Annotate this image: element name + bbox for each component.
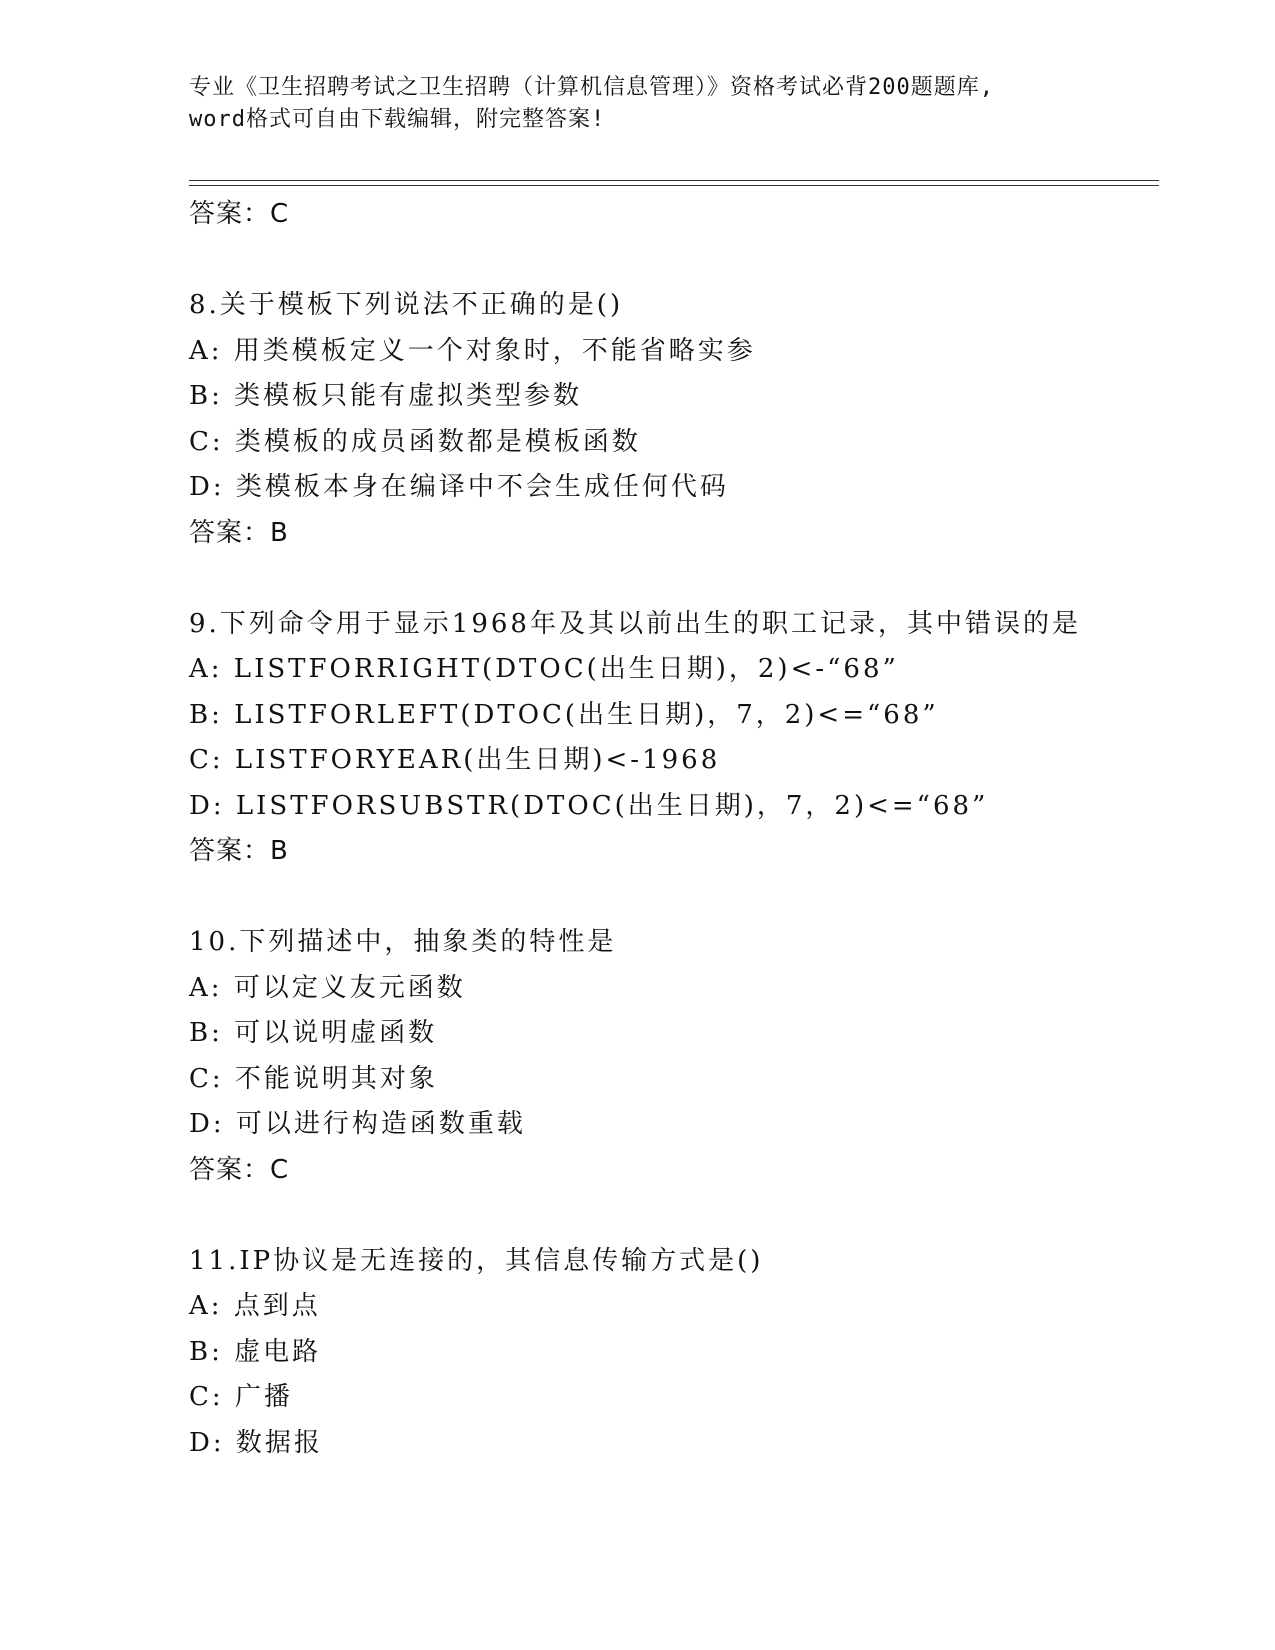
question-8-option-c: C: 类模板的成员函数都是模板函数 [189, 426, 641, 457]
question-9-option-d: D: LISTFORSUBSTR(DTOC(出生日期)，7，2)<=“68” [189, 790, 989, 821]
answer-7: 答案：C [189, 199, 290, 229]
document-header [189, 72, 1089, 136]
question-11-option-d: D: 数据报 [189, 1427, 323, 1458]
question-11-option-c: C: 广播 [189, 1382, 293, 1412]
question-9-stem: 9.下列命令用于显示1968年及其以前出生的职工记录，其中错误的是 [189, 608, 1081, 639]
question-list [189, 192, 1149, 1466]
question-9-option-b: B: LISTFORLEFT(DTOC(出生日期)，7，2)<=“68” [189, 699, 939, 730]
header-title-line-1: 专业《卫生招聘考试之卫生招聘（计算机信息管理）》资格考试必背200题题库, [189, 75, 994, 100]
question-9-option-c: C: LISTFORYEAR(出生日期)<-1968 [189, 745, 721, 775]
question-11-stem: 11.IP协议是无连接的，其信息传输方式是() [189, 1245, 764, 1276]
question-11-option-b: B: 虚电路 [189, 1336, 322, 1367]
question-11-option-a: A: 点到点 [189, 1291, 321, 1321]
spacer [189, 556, 1149, 602]
spacer [189, 875, 1149, 921]
question-9-option-a: A: LISTFORRIGHT(DTOC(出生日期)，2)<-“68” [189, 654, 899, 684]
header-divider-bottom [189, 185, 1159, 186]
question-8-option-d: D: 类模板本身在编译中不会生成任何代码 [189, 472, 729, 502]
header-divider-top [189, 180, 1159, 181]
answer-8: 答案：B [189, 517, 289, 548]
question-10-option-b: B: 可以说明虚函数 [189, 1018, 438, 1048]
spacer [189, 238, 1149, 284]
question-10-stem: 10.下列描述中，抽象类的特性是 [189, 927, 617, 957]
answer-9: 答案：B [189, 836, 289, 866]
question-10-option-d: D: 可以进行构造函数重载 [189, 1109, 526, 1139]
header-title-line-2: word格式可自由下载编辑，附完整答案! [189, 107, 606, 132]
question-10-option-c: C: 不能说明其对象 [189, 1063, 438, 1094]
question-8-option-a: A: 用类模板定义一个对象时，不能省略实参 [189, 335, 756, 366]
question-10-option-a: A: 可以定义友元函数 [189, 972, 466, 1003]
spacer [189, 1193, 1149, 1239]
question-8-stem: 8.关于模板下列说法不正确的是() [189, 290, 624, 320]
answer-10: 答案：C [189, 1154, 290, 1185]
question-8-option-b: B: 类模板只能有虚拟类型参数 [189, 381, 583, 411]
